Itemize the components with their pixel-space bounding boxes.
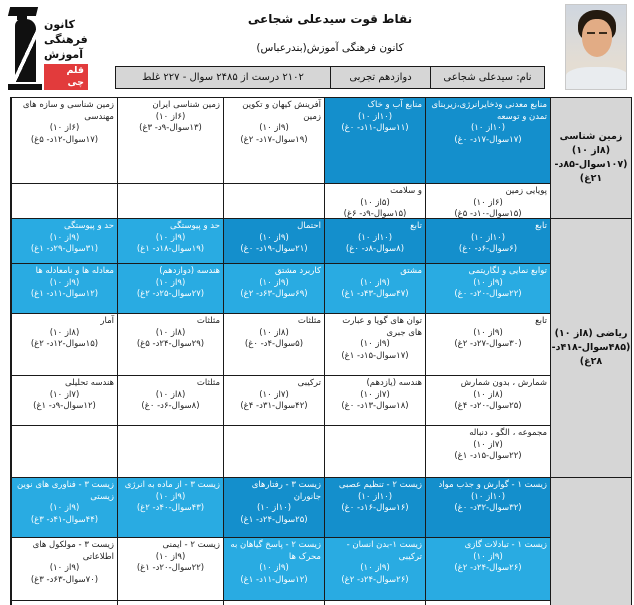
topic-stats: (۱۹سوال-۱۷د- ۲غ) (240, 135, 308, 146)
topic-cell (325, 219, 425, 263)
topic-stats: (۸سوال-۶د- ۰غ) (141, 401, 200, 412)
topic-cell (426, 219, 550, 263)
empty-cell (426, 601, 550, 605)
topic-stats: (۶۹سوال-۶۳د- ۲غ) (240, 289, 308, 300)
topic-score: (۸از ۱۰) (473, 389, 503, 400)
topic-cell (224, 478, 324, 537)
topic-score: (۸از ۱۰) (259, 327, 289, 338)
topic-name: و سلامت (390, 186, 422, 196)
empty-cell (325, 426, 425, 477)
topic-cell (12, 264, 117, 313)
table-row (11, 601, 550, 605)
topic-stats: (۲۲سوال-۱۵د- ۱غ) (454, 451, 522, 462)
topic-name: حد و پیوستگی (169, 221, 220, 231)
topic-stats: (۱۵سوال-۱۲د- ۲غ) (30, 339, 99, 350)
topic-stats: (۲۵سوال-۲۴د- ۱غ) (240, 515, 308, 526)
topic-cell (118, 98, 223, 183)
category-cell (551, 98, 631, 218)
topic-cell (224, 219, 324, 263)
topic-score: (۱۰از ۱۰) (357, 232, 393, 243)
topic-stats: (۲۹سوال-۲۴د- ۵غ) (136, 339, 205, 350)
empty-cell (12, 601, 117, 605)
topic-stats: (۱۸سوال-۱۳د- ۰غ) (341, 401, 409, 412)
topic-stats: (۴۲سوال-۳۱د- ۴غ) (240, 401, 308, 412)
topic-score: (۹از ۱۰) (259, 123, 289, 134)
topic-score: (۸از ۱۰) (155, 327, 186, 338)
topic-cell (118, 478, 223, 537)
topic-stats: (۱۵سوال-۱۰د- ۵غ) (454, 209, 522, 218)
topic-stats: (۱۲سوال-۱۱د- ۱غ) (240, 575, 308, 586)
topic-stats: (۱۶سوال-۱۶د- ۰غ) (341, 503, 409, 514)
topic-stats: (۱۷سوال-۱۵د- ۱غ) (341, 351, 409, 362)
topic-score: (۹از ۱۰) (155, 491, 186, 502)
topic-score: (۹از ۱۰) (49, 503, 80, 514)
topic-stats: (۲۲سوال-۲۰د- ۰غ) (454, 289, 522, 300)
category-name: زمین شناسی (۸از ۱۰) (559, 130, 623, 156)
category-stats: (۱۰۷سوال-۸۵د- ۲۱غ) (554, 159, 628, 185)
graduate-figure-icon (8, 6, 44, 90)
topic-cell (426, 426, 550, 477)
kanoon-logo (8, 6, 88, 90)
table-row (11, 538, 550, 600)
topic-cell (325, 376, 425, 425)
topic-score: (۹از ۱۰) (473, 327, 503, 338)
logo-line-2: فرهنگی (44, 33, 88, 46)
topic-cell (426, 264, 550, 313)
topic-score: (۶از ۱۰) (155, 111, 186, 122)
topic-cell (426, 314, 550, 375)
topic-cell (426, 478, 550, 537)
topic-name: زیست ۲ - ایمنی (162, 540, 220, 550)
topic-score: (۹از ۱۰) (259, 563, 289, 574)
topic-score: (۱۰از ۱۰) (357, 111, 393, 122)
topic-cell (325, 538, 425, 600)
student-info-bar (115, 66, 545, 89)
topic-name: شمارش ، بدون شمارش (460, 378, 547, 388)
topic-score: (۹از ۱۰) (155, 232, 186, 243)
strengths-table (10, 97, 632, 605)
topic-score: (۹از ۱۰) (49, 563, 80, 574)
topic-stats: (۴۳سوال-۴۰د- ۲غ) (136, 503, 205, 514)
topic-name: مشتق (400, 266, 422, 276)
table-row (11, 219, 550, 263)
topic-stats: (۲۶سوال-۲۴د- ۲غ) (341, 575, 409, 586)
logo-badge: قلم چی (44, 64, 88, 90)
empty-cell (12, 426, 117, 477)
topic-name: معادله ها و نامعادله ها (35, 266, 114, 276)
category-cell (551, 478, 631, 605)
topic-score: (۱۰از ۱۰) (470, 491, 506, 502)
logo-line-1: کانون (44, 18, 75, 31)
topic-name: تابع (535, 316, 547, 326)
empty-cell (118, 601, 223, 605)
topic-stats: (۲۲سوال-۲۰د- ۱غ) (136, 563, 205, 574)
topic-cell (224, 314, 324, 375)
topic-name: زیست ۱ - گوارش و جذب مواد (438, 480, 547, 490)
page-subtitle: کانون فرهنگی آموزش(بندرعباس) (256, 42, 404, 54)
topic-name: زیست ۳ - مولکول های اطلاعاتی (32, 540, 114, 562)
topic-cell (12, 376, 117, 425)
topic-name: زیست ۳ - از ماده به انرژی (124, 480, 220, 490)
category-column (551, 98, 631, 605)
category-name: ریاضی (۸از ۱۰) (554, 327, 628, 339)
logo-wordmark (44, 6, 88, 90)
topic-score: (۹از ۱۰) (259, 277, 289, 288)
empty-cell (224, 184, 324, 218)
topic-cell (12, 219, 117, 263)
topic-score: (۶از ۱۰) (473, 197, 503, 208)
topic-name: مثلثات (196, 378, 220, 388)
student-grade: دوازدهم تجربی (331, 67, 430, 88)
topic-cell (224, 376, 324, 425)
topic-name: تابع (410, 221, 422, 231)
topic-stats: (۳۱سوال-۲۹د- ۱غ) (30, 244, 99, 255)
empty-cell (325, 601, 425, 605)
topic-score: (۹از ۱۰) (360, 339, 390, 350)
topic-stats: (۱۷سوال-۱۷د- ۰غ) (454, 135, 522, 146)
topic-stats: (۳۲سوال-۳۲د- ۰غ) (454, 503, 522, 514)
topic-cell (426, 98, 550, 183)
topic-name: مثلثات (196, 316, 220, 326)
topic-cell (118, 538, 223, 600)
table-row (11, 376, 550, 425)
table-row (11, 98, 550, 183)
topic-name: هندسه تحلیلی (64, 378, 114, 388)
category-cell (551, 219, 631, 477)
topic-score: (۹از ۱۰) (259, 232, 289, 243)
topic-stats: (۵سوال-۴د- ۰غ) (244, 339, 304, 350)
avatar-eyebrows (587, 32, 607, 34)
topic-name: آمار (100, 316, 114, 326)
topic-name: توان های گویا و عبارت های جبری (342, 316, 422, 338)
topic-name: آفرینش کیهان و تکوین زمین (242, 100, 321, 122)
topic-score: (۱۰از ۱۰) (357, 491, 393, 502)
student-photo (565, 4, 627, 90)
topic-score: (۵از ۱۰) (360, 197, 390, 208)
topic-name: حد و پیوستگی (63, 221, 114, 231)
topic-score: (۶از ۱۰) (49, 123, 80, 134)
topic-name: ترکیبی (297, 378, 321, 388)
topic-name: زمین شناسی و سازه های مهندسی (22, 100, 114, 122)
empty-cell (12, 184, 117, 218)
topic-stats: (۲۶سوال-۲۴د- ۲غ) (454, 563, 522, 574)
student-name: نام: سیدعلی شجاعی (431, 67, 544, 88)
topic-score: (۷از ۱۰) (360, 389, 390, 400)
topic-stats: (۱۲سوال-۹د- ۱غ) (33, 401, 96, 412)
topic-name: هندسه (دوازدهم) (159, 266, 220, 276)
topic-name: زیست ۲ - تنظیم عصبی (338, 480, 422, 490)
table-row (11, 184, 550, 218)
topic-stats: (۱۹سوال-۱۸د- ۱غ) (136, 244, 205, 255)
topic-cell (12, 538, 117, 600)
topic-score: (۷از ۱۰) (49, 389, 80, 400)
topic-stats: (۶سوال-۶د- ۰غ) (458, 244, 518, 255)
topic-score: (۷از ۱۰) (473, 439, 503, 450)
topic-cell (12, 314, 117, 375)
page-title: نقاط قوت سیدعلی شجاعی (247, 12, 413, 26)
topic-cell (12, 98, 117, 183)
table-row (11, 426, 550, 477)
avatar-face (582, 19, 612, 57)
topic-score: (۹از ۱۰) (155, 551, 186, 562)
topic-stats: (۲۱سوال-۱۹د- ۰غ) (240, 244, 308, 255)
topic-stats: (۱۷سوال-۱۲د- ۵غ) (30, 135, 99, 146)
topic-name: هندسه (یازدهم) (366, 378, 422, 388)
topic-stats: (۴۷سوال-۴۳د- ۱غ) (341, 289, 409, 300)
topic-score: (۹از ۱۰) (360, 277, 390, 288)
topic-cell (12, 478, 117, 537)
topic-stats: (۱۲سوال-۱۱د- ۱غ) (30, 289, 99, 300)
topic-stats: (۷۰سوال-۶۳د- ۳غ) (30, 575, 99, 586)
topic-cell (118, 219, 223, 263)
topic-name: مجموعه ، الگو ، دنباله (469, 428, 547, 438)
topic-name: زیست ۱-بدن انسان - ترکیبی (346, 540, 422, 562)
topic-score: (۱۰از ۱۰) (470, 123, 506, 134)
topic-name: توابع نمایی و لگاریتمی (468, 266, 547, 276)
grid-rows (11, 98, 550, 605)
empty-cell (118, 426, 223, 477)
avatar-shirt (566, 67, 627, 89)
topic-cell (426, 184, 550, 218)
topic-cell (325, 98, 425, 183)
topic-cell (224, 538, 324, 600)
topic-name: احتمال (297, 221, 321, 231)
topic-name: زیست ۳ - رفتارهای جانوران (251, 480, 321, 502)
topic-score: (۹از ۱۰) (473, 551, 503, 562)
table-row (11, 478, 550, 537)
topic-cell (118, 376, 223, 425)
empty-cell (118, 184, 223, 218)
topic-name: زیست ۱ - تبادلات گازی (464, 540, 547, 550)
topic-stats: (۸سوال-۸د- ۰غ) (345, 244, 405, 255)
topic-cell (426, 538, 550, 600)
topic-stats: (۱۵سوال-۹د- ۶غ) (343, 209, 407, 218)
topic-name: زیست ۲ - پاسخ گیاهان به محرک ها (230, 540, 321, 562)
topic-score: (۸از ۱۰) (155, 389, 186, 400)
topic-name: منابع معدنی وذخایرانرژی،زیربنای تمدن و توسعه (431, 100, 547, 122)
empty-cell (224, 601, 324, 605)
topic-score: (۹از ۱۰) (473, 277, 503, 288)
logo-line-3: آموزش (44, 48, 83, 61)
topic-stats: (۲۵سوال-۲۰د- ۴غ) (454, 401, 522, 412)
topic-score: (۱۰از ۱۰) (470, 232, 506, 243)
topic-cell (325, 264, 425, 313)
topic-score: (۷از ۱۰) (259, 389, 289, 400)
topic-stats: (۱۱سوال-۱۱د- ۰غ) (341, 123, 409, 134)
topic-stats: (۴۴سوال-۴۱د- ۳غ) (30, 515, 99, 526)
topic-cell (426, 376, 550, 425)
topic-cell (118, 314, 223, 375)
topic-cell (224, 264, 324, 313)
topic-cell (325, 478, 425, 537)
topic-stats: (۲۷سوال-۲۵د- ۲غ) (136, 289, 205, 300)
topic-score: (۹از ۱۰) (360, 563, 390, 574)
topic-cell (325, 184, 425, 218)
category-stats: (۴۸۵سوال-۴۱۸د- ۲۸غ) (551, 341, 631, 368)
topic-stats: (۳۰سوال-۲۷د- ۲غ) (454, 339, 522, 350)
topic-name: منابع آب و خاک (367, 100, 422, 110)
topic-score: (۱۰از ۱۰) (256, 503, 292, 514)
topic-name: تابع (535, 221, 547, 231)
topic-score: (۹از ۱۰) (155, 277, 186, 288)
topic-name: زمین شناسی ایران (152, 100, 220, 110)
empty-cell (224, 426, 324, 477)
topic-score: (۹از ۱۰) (49, 277, 80, 288)
score-summary: ۲۱۰۲ درست از ۲۴۸۵ سوال - ۲۲۷ غلط (116, 67, 330, 88)
topic-cell (325, 314, 425, 375)
table-row (11, 264, 550, 313)
topic-name: مثلثات (297, 316, 321, 326)
topic-name: کاربرد مشتق (274, 266, 321, 276)
topic-stats: (۱۳سوال-۹د- ۳غ) (139, 123, 202, 134)
topic-score: (۹از ۱۰) (49, 232, 80, 243)
topic-cell (118, 264, 223, 313)
topic-cell (224, 98, 324, 183)
topic-score: (۸از ۱۰) (49, 327, 80, 338)
table-row (11, 314, 550, 375)
topic-name: پویایی زمین (505, 186, 547, 196)
topic-name: زیست ۳ - فناوری های نوین زیستی (17, 480, 114, 502)
